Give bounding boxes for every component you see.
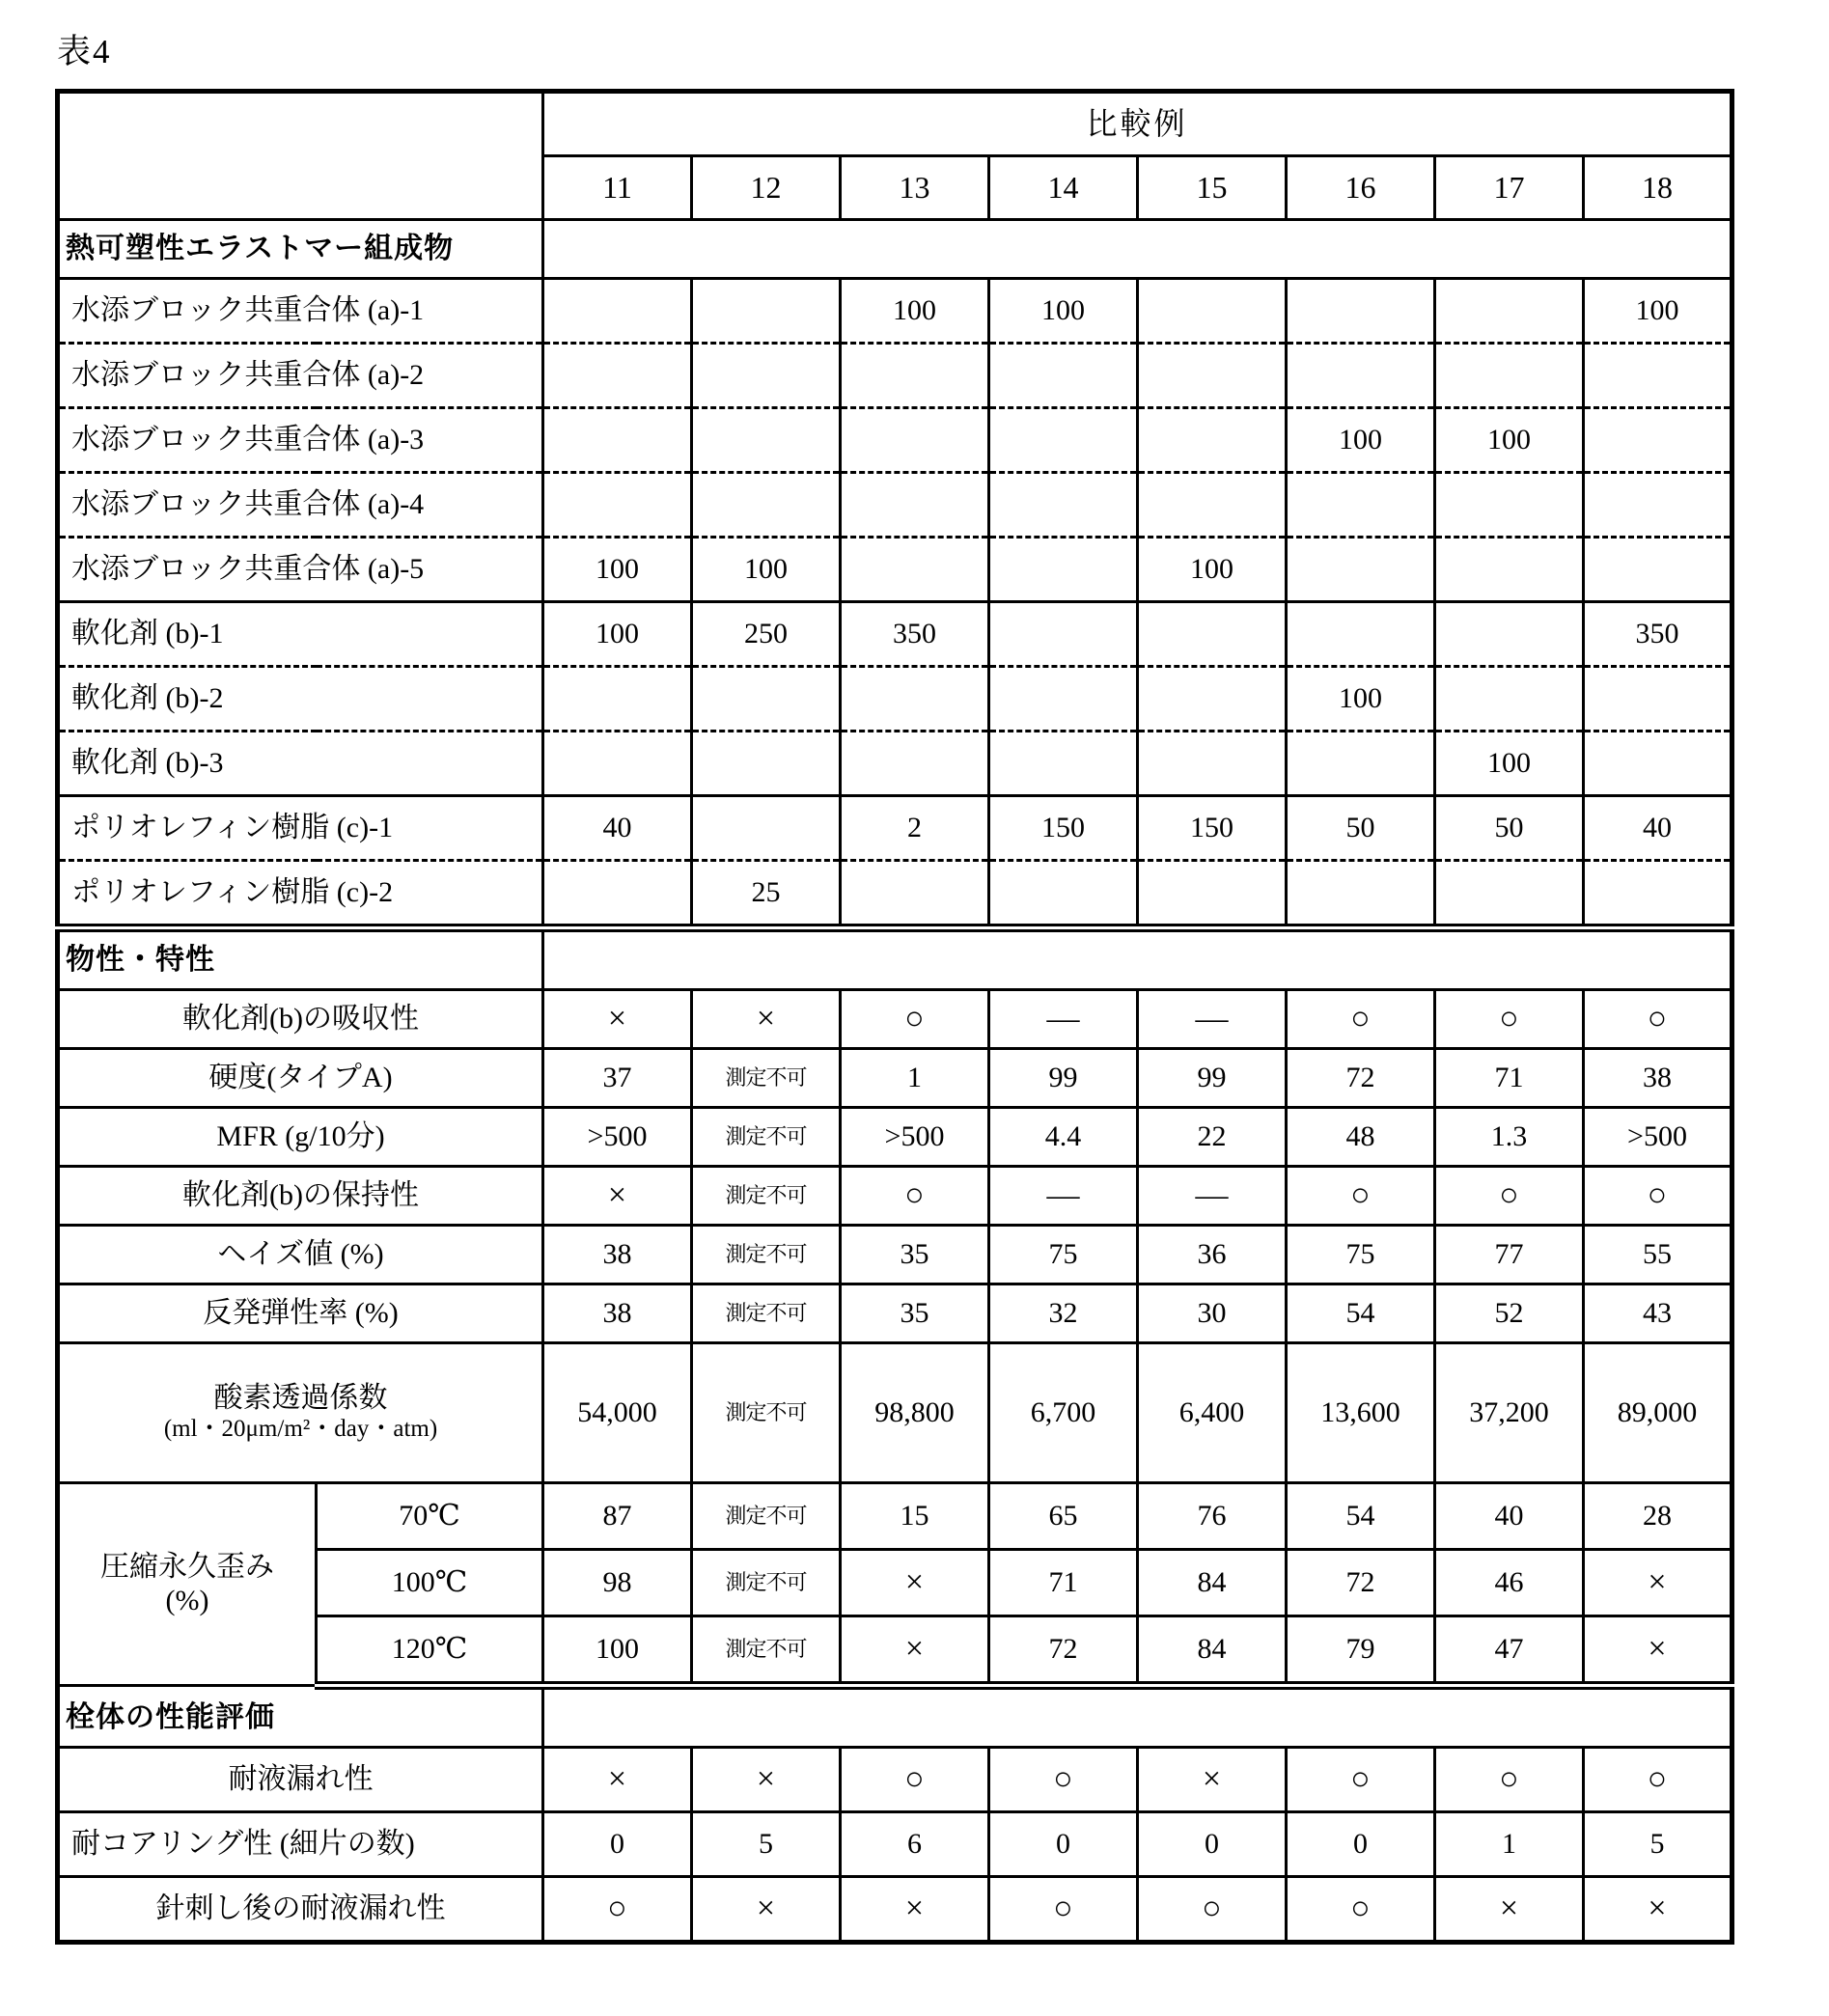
table-cell: 100: [989, 279, 1138, 344]
table-cell: 100: [1138, 538, 1287, 602]
table-cell: [1138, 408, 1287, 473]
table-cell: ×: [692, 990, 841, 1049]
table-cell: ×: [1584, 1616, 1732, 1686]
row-label: 硬度(タイプA): [58, 1049, 543, 1108]
table-cell: [692, 279, 841, 344]
table-cell: [1584, 861, 1732, 928]
table-cell: 4.4: [989, 1108, 1138, 1167]
temperature-label: 70℃: [317, 1483, 543, 1550]
table-cell: ○: [1287, 1877, 1435, 1943]
section-header-label: 熱可塑性エラストマー組成物: [58, 220, 543, 279]
table-cell: ×: [841, 1877, 989, 1943]
table-cell: [543, 408, 692, 473]
table-cell: [692, 667, 841, 732]
table-cell: 55: [1584, 1226, 1732, 1284]
table-header: [58, 92, 1732, 220]
table-cell: [543, 667, 692, 732]
table-cell: ○: [1138, 1877, 1287, 1943]
table-cell: ×: [1584, 1550, 1732, 1616]
table-cell: 38: [1584, 1049, 1732, 1108]
table-cell: 100: [543, 1616, 692, 1686]
table-cell: 測定不可: [692, 1226, 841, 1284]
section-header-label: 栓体の性能評価: [58, 1686, 543, 1748]
table-cell: 50: [1287, 796, 1435, 861]
table-cell: [1287, 861, 1435, 928]
table-cell: 測定不可: [692, 1483, 841, 1550]
section-header-label: 物性・特性: [58, 928, 543, 990]
row-label: ポリオレフィン樹脂 (c)-1: [58, 796, 543, 861]
table-cell: 1: [841, 1049, 989, 1108]
table-cell: ○: [1287, 990, 1435, 1049]
table-cell: ○: [1584, 1167, 1732, 1226]
row-label: 軟化剤(b)の吸収性: [58, 990, 543, 1049]
table-cell: 0: [1287, 1812, 1435, 1877]
table-cell: 13,600: [1287, 1343, 1435, 1483]
table-cell: [543, 861, 692, 928]
table-cell: 77: [1435, 1226, 1584, 1284]
table-cell: 52: [1435, 1284, 1584, 1343]
table-cell: 6,400: [1138, 1343, 1287, 1483]
column-number: 15: [1138, 156, 1287, 220]
table-cell: 43: [1584, 1284, 1732, 1343]
table-cell: [1287, 344, 1435, 408]
table-cell: 99: [1138, 1049, 1287, 1108]
table-cell: >500: [841, 1108, 989, 1167]
table-cell: [1435, 344, 1584, 408]
table-cell: >500: [1584, 1108, 1732, 1167]
table-cell: >500: [543, 1108, 692, 1167]
table-cell: [1584, 538, 1732, 602]
table-cell: [1287, 473, 1435, 538]
column-number: 16: [1287, 156, 1435, 220]
temperature-label: 120℃: [317, 1616, 543, 1686]
table-cell: 測定不可: [692, 1108, 841, 1167]
table-cell: [1584, 667, 1732, 732]
table-cell: 15: [841, 1483, 989, 1550]
table-cell: 75: [1287, 1226, 1435, 1284]
group-row-label: [58, 1483, 317, 1686]
corner-cell: [58, 92, 543, 220]
table-cell: [543, 279, 692, 344]
table-cell: 35: [841, 1284, 989, 1343]
table-cell: 36: [1138, 1226, 1287, 1284]
row-label: 水添ブロック共重合体 (a)-1: [58, 279, 543, 344]
table-cell: —: [989, 990, 1138, 1049]
row-label: 水添ブロック共重合体 (a)-4: [58, 473, 543, 538]
table-cell: 5: [1584, 1812, 1732, 1877]
table-cell: 6,700: [989, 1343, 1138, 1483]
column-number: 17: [1435, 156, 1584, 220]
table-cell: 84: [1138, 1550, 1287, 1616]
table-cell: 25: [692, 861, 841, 928]
table-cell: [1584, 473, 1732, 538]
table-cell: ○: [543, 1877, 692, 1943]
table-cell: 測定不可: [692, 1167, 841, 1226]
page-title: 表4: [57, 33, 112, 70]
table-cell: [1435, 602, 1584, 667]
table-cell: [1138, 602, 1287, 667]
table-cell: [989, 667, 1138, 732]
table-cell: 100: [543, 538, 692, 602]
table-cell: 54: [1287, 1483, 1435, 1550]
table-cell: ×: [1435, 1877, 1584, 1943]
table-cell: 350: [1584, 602, 1732, 667]
table-cell: ×: [543, 1748, 692, 1812]
column-number: 18: [1584, 156, 1732, 220]
table-cell: ×: [841, 1616, 989, 1686]
row-label: 耐コアリング性 (細片の数): [58, 1812, 543, 1877]
table-cell: 100: [543, 602, 692, 667]
table-cell: 28: [1584, 1483, 1732, 1550]
row-label-line1: 酸素透過係数: [213, 1382, 388, 1415]
table-cell: [841, 344, 989, 408]
table-cell: —: [1138, 1167, 1287, 1226]
column-number: 11: [543, 156, 692, 220]
column-number: 13: [841, 156, 989, 220]
table-cell: [989, 473, 1138, 538]
table-cell: [1287, 602, 1435, 667]
row-label: 水添ブロック共重合体 (a)-5: [58, 538, 543, 602]
table-cell: ○: [841, 990, 989, 1049]
table-cell: 測定不可: [692, 1049, 841, 1108]
table-cell: 38: [543, 1226, 692, 1284]
row-label: 軟化剤 (b)-1: [58, 602, 543, 667]
table-cell: 71: [1435, 1049, 1584, 1108]
table-cell: [989, 732, 1138, 796]
table-cell: [989, 408, 1138, 473]
table-cell: [1138, 667, 1287, 732]
table-cell: 250: [692, 602, 841, 667]
row-label: 針刺し後の耐液漏れ性: [58, 1877, 543, 1943]
table-cell: [989, 538, 1138, 602]
table-cell: 37: [543, 1049, 692, 1108]
table-cell: ×: [543, 1167, 692, 1226]
table-cell: 測定不可: [692, 1550, 841, 1616]
table-cell: 76: [1138, 1483, 1287, 1550]
table-cell: 測定不可: [692, 1284, 841, 1343]
table-cell: 100: [1287, 667, 1435, 732]
table-cell: ×: [841, 1550, 989, 1616]
table-cell: [692, 408, 841, 473]
table-cell: 47: [1435, 1616, 1584, 1686]
table-cell: 40: [1435, 1483, 1584, 1550]
table-cell: —: [1138, 990, 1287, 1049]
table-cell: 0: [543, 1812, 692, 1877]
table-cell: 100: [1584, 279, 1732, 344]
row-label: MFR (g/10分): [58, 1108, 543, 1167]
table-cell: [1584, 408, 1732, 473]
table-cell: [692, 473, 841, 538]
table-cell: [1138, 473, 1287, 538]
table-cell: —: [989, 1167, 1138, 1226]
table-cell: [543, 732, 692, 796]
table-cell: 1: [1435, 1812, 1584, 1877]
table-cell: [1435, 667, 1584, 732]
table-cell: 100: [1287, 408, 1435, 473]
table-cell: ×: [692, 1748, 841, 1812]
table-cell: 30: [1138, 1284, 1287, 1343]
table-cell: [841, 861, 989, 928]
table-cell: [692, 732, 841, 796]
table-cell: [1138, 861, 1287, 928]
row-label: ポリオレフィン樹脂 (c)-2: [58, 861, 543, 928]
table-cell: 40: [543, 796, 692, 861]
table-cell: 87: [543, 1483, 692, 1550]
table-cell: [1287, 279, 1435, 344]
table-cell: 100: [1435, 408, 1584, 473]
row-label: ヘイズ値 (%): [58, 1226, 543, 1284]
table-cell: 1.3: [1435, 1108, 1584, 1167]
section-header-spacer: [543, 220, 1732, 279]
patent-table: [55, 89, 1734, 1945]
table-cell: ○: [1435, 1748, 1584, 1812]
table-cell: 72: [1287, 1550, 1435, 1616]
table-cell: [692, 796, 841, 861]
table-cell: 測定不可: [692, 1616, 841, 1686]
table-cell: 40: [1584, 796, 1732, 861]
table-cell: ×: [543, 990, 692, 1049]
table-cell: 2: [841, 796, 989, 861]
table-cell: [1138, 732, 1287, 796]
row-label: [58, 1343, 543, 1483]
table-cell: ○: [841, 1167, 989, 1226]
table-cell: [841, 732, 989, 796]
column-number: 14: [989, 156, 1138, 220]
table-cell: 46: [1435, 1550, 1584, 1616]
row-label: 反発弾性率 (%): [58, 1284, 543, 1343]
row-label: 耐液漏れ性: [58, 1748, 543, 1812]
row-label: 水添ブロック共重合体 (a)-2: [58, 344, 543, 408]
row-label: 軟化剤 (b)-2: [58, 667, 543, 732]
comparative-example-header: 比較例: [543, 92, 1732, 156]
table-cell: [841, 538, 989, 602]
group-row-label-line2: (%): [165, 1584, 209, 1616]
table-cell: 98,800: [841, 1343, 989, 1483]
table-cell: [1435, 279, 1584, 344]
table-cell: 35: [841, 1226, 989, 1284]
table-cell: ○: [1435, 990, 1584, 1049]
row-label: 軟化剤(b)の保持性: [58, 1167, 543, 1226]
table-cell: 98: [543, 1550, 692, 1616]
table-cell: 79: [1287, 1616, 1435, 1686]
table-cell: [1435, 473, 1584, 538]
table-cell: 54: [1287, 1284, 1435, 1343]
table-cell: 150: [1138, 796, 1287, 861]
temperature-label: 100℃: [317, 1550, 543, 1616]
table-cell: [1435, 538, 1584, 602]
row-label-line2: (ml・20μm/m²・day・atm): [163, 1415, 438, 1442]
table-cell: [841, 667, 989, 732]
table-cell: ○: [1584, 1748, 1732, 1812]
row-label: 軟化剤 (b)-3: [58, 732, 543, 796]
table-cell: 38: [543, 1284, 692, 1343]
table-cell: [543, 344, 692, 408]
table-cell: [1138, 344, 1287, 408]
table-cell: [841, 473, 989, 538]
table-cell: 測定不可: [692, 1343, 841, 1483]
table-cell: 72: [989, 1616, 1138, 1686]
table-cell: ○: [1435, 1167, 1584, 1226]
table-cell: ○: [1287, 1748, 1435, 1812]
table-cell: 5: [692, 1812, 841, 1877]
table-cell: [543, 473, 692, 538]
table-cell: 100: [692, 538, 841, 602]
table-cell: 6: [841, 1812, 989, 1877]
table-cell: 99: [989, 1049, 1138, 1108]
section-header-spacer: [543, 928, 1732, 990]
table-cell: 37,200: [1435, 1343, 1584, 1483]
table-cell: 72: [1287, 1049, 1435, 1108]
group-row-label-line1: 圧縮永久歪み: [100, 1551, 274, 1583]
table-cell: 32: [989, 1284, 1138, 1343]
table-cell: [1138, 279, 1287, 344]
table-cell: 150: [989, 796, 1138, 861]
table-cell: 48: [1287, 1108, 1435, 1167]
table-cell: 84: [1138, 1616, 1287, 1686]
table-cell: [1287, 538, 1435, 602]
table-cell: 22: [1138, 1108, 1287, 1167]
table-cell: ×: [1584, 1877, 1732, 1943]
table-cell: [989, 344, 1138, 408]
table-cell: [989, 861, 1138, 928]
table-cell: [692, 344, 841, 408]
table-cell: ○: [989, 1877, 1138, 1943]
table-cell: 54,000: [543, 1343, 692, 1483]
table-cell: ○: [989, 1748, 1138, 1812]
table-cell: 100: [1435, 732, 1584, 796]
table-cell: [1287, 732, 1435, 796]
table-cell: [1584, 732, 1732, 796]
table-cell: ○: [1584, 990, 1732, 1049]
table-cell: 89,000: [1584, 1343, 1732, 1483]
section-header-spacer: [543, 1686, 1732, 1748]
table-cell: ○: [1287, 1167, 1435, 1226]
table-cell: ○: [841, 1748, 989, 1812]
table-cell: ×: [1138, 1748, 1287, 1812]
row-label: 水添ブロック共重合体 (a)-3: [58, 408, 543, 473]
table-cell: 71: [989, 1550, 1138, 1616]
table-cell: [1435, 861, 1584, 928]
table-cell: 0: [989, 1812, 1138, 1877]
table-cell: 0: [1138, 1812, 1287, 1877]
column-number: 12: [692, 156, 841, 220]
table-cell: [1584, 344, 1732, 408]
table-cell: 75: [989, 1226, 1138, 1284]
table-cell: 65: [989, 1483, 1138, 1550]
table-cell: [841, 408, 989, 473]
table-cell: 350: [841, 602, 989, 667]
table-cell: [989, 602, 1138, 667]
table-cell: ×: [692, 1877, 841, 1943]
table-body: [58, 220, 1732, 1943]
table-cell: 50: [1435, 796, 1584, 861]
table-cell: 100: [841, 279, 989, 344]
